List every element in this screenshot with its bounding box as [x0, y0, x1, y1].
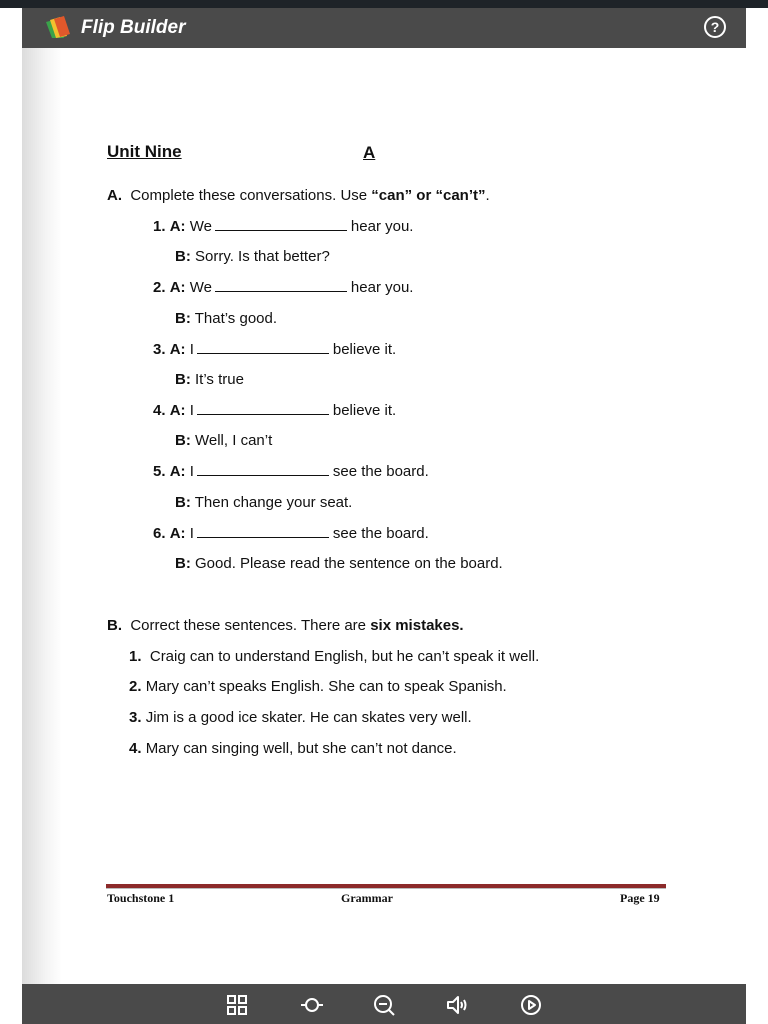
section-b-instruction: B. Correct these sentences. There are six mistakes.	[107, 617, 464, 634]
autoplay-icon[interactable]	[518, 992, 544, 1018]
exercise-a-line: 2. A: We hear you.	[153, 279, 414, 296]
answer-blank	[215, 218, 347, 231]
exercise-a-line: 1. A: We hear you.	[153, 218, 414, 235]
footer-book-title: Touchstone 1	[107, 891, 175, 905]
exercise-b-line: B: That’s good.	[175, 310, 278, 327]
app-header	[22, 8, 746, 48]
answer-blank	[197, 463, 329, 476]
footer-rule	[106, 884, 666, 889]
help-icon[interactable]: ?	[704, 16, 726, 38]
footer-page-number: Page 19	[620, 891, 660, 905]
exercise-a-line: 6. A: I see the board.	[153, 525, 429, 542]
zoom-out-icon[interactable]	[371, 992, 397, 1018]
section-a-instruction: A. Complete these conversations. Use “can” or “can’t”.	[107, 187, 490, 204]
unit-title: Unit Nine	[107, 142, 182, 161]
left-gutter	[0, 48, 22, 984]
correction-item: 1. Craig can to understand English, but he can’t speak it well.	[129, 648, 540, 665]
correction-item: 3. Jim is a good ice skater. He can skates very well.	[129, 709, 472, 726]
exercise-b-line: B: Good. Please read the sentence on the board.	[175, 555, 503, 572]
answer-blank	[215, 279, 347, 292]
answer-blank	[197, 402, 329, 415]
exercise-a-line: 3. A: I believe it.	[153, 341, 397, 358]
exercise-b-line: B: Well, I can’t	[175, 432, 273, 449]
unit-letter: A	[363, 143, 376, 162]
zoom-reset-icon[interactable]	[299, 992, 325, 1018]
sound-icon[interactable]	[444, 992, 470, 1018]
thumbnails-icon[interactable]	[224, 992, 250, 1018]
correction-item: 2. Mary can’t speaks English. She can to speak Spanish.	[129, 678, 507, 695]
book-page	[62, 48, 746, 984]
exercise-b-line: B: Sorry. Is that better?	[175, 248, 330, 265]
window-top-strip	[0, 0, 768, 8]
exercise-b-line: B: It’s true	[175, 371, 244, 388]
section-b-label: B.	[107, 617, 122, 634]
exercise-b-line: B: Then change your seat.	[175, 494, 353, 511]
flip-builder-logo-icon	[44, 16, 72, 40]
app-title: Flip Builder	[81, 17, 186, 38]
bottom-toolbar	[22, 984, 746, 1024]
page-spine-shadow	[22, 48, 62, 984]
answer-blank	[197, 341, 329, 354]
correction-item: 4. Mary can singing well, but she can’t not dance.	[129, 740, 457, 757]
exercise-a-line: 4. A: I believe it.	[153, 402, 397, 419]
answer-blank	[197, 525, 329, 538]
footer-section: Grammar	[341, 891, 393, 905]
exercise-a-line: 5. A: I see the board.	[153, 463, 429, 480]
section-a-label: A.	[107, 187, 122, 204]
